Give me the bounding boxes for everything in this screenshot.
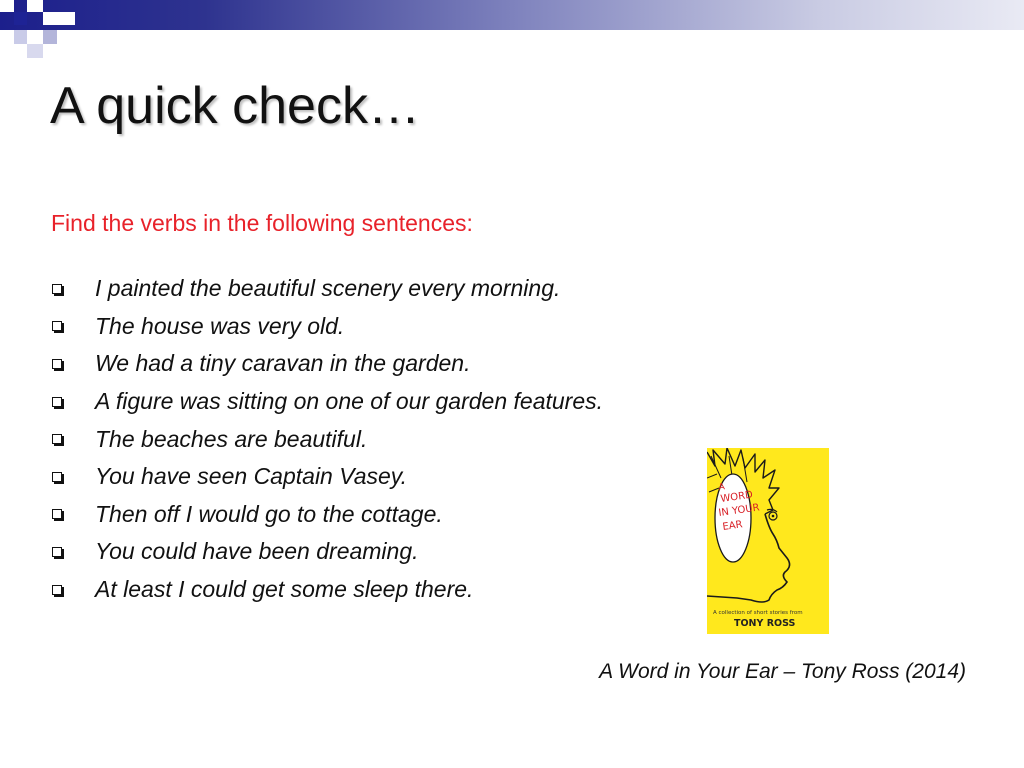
header-square-decoration xyxy=(43,30,57,44)
svg-text:TONY ROSS: TONY ROSS xyxy=(734,618,796,629)
checkbox-square-icon xyxy=(52,321,62,331)
sentence-text: You could have been dreaming. xyxy=(95,538,419,565)
header-square-decoration xyxy=(27,0,43,12)
header-square-decoration xyxy=(14,30,27,44)
list-item xyxy=(50,308,603,346)
list-item xyxy=(50,533,603,571)
checkbox-square-icon xyxy=(52,434,62,444)
sentence-text: A figure was sitting on one of our garden features. xyxy=(95,388,604,415)
list-item xyxy=(50,458,603,496)
sentence-text: The house was very old. xyxy=(95,312,345,339)
svg-text:EAR: EAR xyxy=(721,519,744,533)
image-caption: A Word in Your Ear – Tony Ross (2014) xyxy=(599,660,966,683)
checkbox-square-icon xyxy=(52,585,62,595)
list-item xyxy=(50,383,603,421)
svg-text:IN YOUR: IN YOUR xyxy=(717,502,761,519)
sentence-list xyxy=(50,270,603,608)
list-item xyxy=(50,345,603,383)
checkbox-square-icon xyxy=(52,359,62,369)
header-square-decoration xyxy=(14,12,27,25)
slide-title: A quick check… xyxy=(50,77,420,135)
header-square-decoration xyxy=(43,12,57,25)
list-item xyxy=(50,571,603,609)
sentence-text: Then off I would go to the cottage. xyxy=(95,500,443,527)
book-cover-illustration xyxy=(707,448,829,634)
svg-text:A: A xyxy=(718,482,726,493)
book-cover-image xyxy=(707,448,829,634)
sentence-text: You have seen Captain Vasey. xyxy=(95,463,407,490)
header-square-decoration xyxy=(0,0,14,12)
checkbox-square-icon xyxy=(52,547,62,557)
svg-text:A collection of short stories: A collection of short stories from xyxy=(713,610,803,616)
checkbox-square-icon xyxy=(52,472,62,482)
header-square-decoration xyxy=(27,44,43,58)
list-item xyxy=(50,420,603,458)
slide-instruction: Find the verbs in the following sentences: xyxy=(51,210,473,236)
sentence-text: At least I could get some sleep there. xyxy=(95,576,474,603)
sentence-text: The beaches are beautiful. xyxy=(95,425,368,452)
checkbox-square-icon xyxy=(52,397,62,407)
list-item xyxy=(50,270,603,308)
checkbox-square-icon xyxy=(52,284,62,294)
svg-text:WORD: WORD xyxy=(719,489,754,505)
header-band xyxy=(0,0,1024,30)
checkbox-square-icon xyxy=(52,509,62,519)
header-square-decoration xyxy=(57,12,75,25)
sentence-text: I painted the beautiful scenery every morning. xyxy=(95,275,561,302)
sentence-text: We had a tiny caravan in the garden. xyxy=(95,350,471,377)
list-item xyxy=(50,496,603,534)
